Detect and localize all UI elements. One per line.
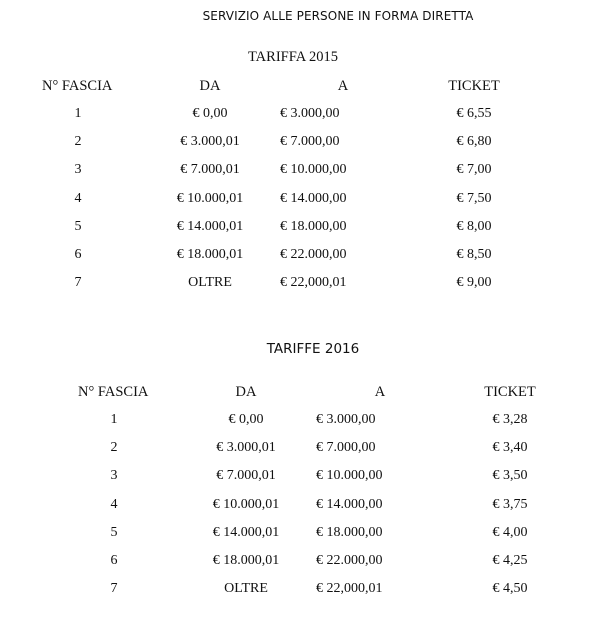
cell-fascia: 4 [74, 190, 82, 206]
cell-ticket: € 7,50 [456, 190, 492, 206]
cell-da: € 10.000,01 [212, 496, 280, 512]
cell-a: € 10.000,00 [280, 162, 347, 178]
document-title: SERVIZIO ALLE PERSONE IN FORMA DIRETTA [202, 9, 474, 23]
table-row [0, 135, 600, 155]
header-ticket: TICKET [448, 78, 500, 94]
table-row [0, 192, 600, 212]
table-2016-title: TARIFFE 2016 [266, 341, 360, 357]
header-fascia: N° FASCIA [42, 78, 113, 94]
header-a: A [337, 78, 349, 94]
table-header-row [0, 79, 600, 99]
cell-fascia: 7 [74, 275, 82, 291]
cell-fascia: 1 [110, 412, 118, 427]
cell-a: € 22.000,00 [316, 553, 383, 568]
table-row [0, 276, 600, 296]
cell-ticket: € 7,00 [456, 162, 492, 178]
cell-a: € 18.000,00 [280, 218, 347, 234]
cell-ticket: € 3,40 [492, 440, 528, 456]
cell-ticket: € 4,25 [492, 553, 528, 568]
cell-fascia: 5 [74, 218, 82, 234]
cell-a: € 14.000,00 [316, 496, 383, 512]
cell-fascia: 2 [74, 134, 82, 150]
cell-a: € 18.000,00 [316, 524, 383, 540]
cell-da: € 3.000,01 [216, 440, 276, 456]
table-row [0, 220, 600, 240]
cell-fascia: 3 [110, 468, 118, 484]
cell-fascia: 7 [110, 581, 118, 597]
cell-a: € 7.000,00 [316, 440, 376, 456]
cell-a: € 22,000,01 [316, 581, 383, 597]
cell-ticket: € 3,28 [492, 412, 528, 427]
cell-fascia: 6 [74, 247, 82, 262]
table-row [0, 163, 600, 183]
cell-fascia: 2 [110, 440, 118, 456]
cell-da: € 14.000,01 [176, 218, 244, 234]
cell-da: OLTRE [188, 275, 232, 291]
cell-ticket: € 4,00 [492, 524, 528, 540]
table-row [0, 413, 600, 433]
cell-a: € 14.000,00 [280, 190, 347, 206]
table-row [0, 498, 600, 518]
cell-da: € 10.000,01 [176, 190, 244, 206]
cell-fascia: 1 [74, 106, 82, 121]
cell-fascia: 4 [110, 496, 118, 512]
cell-ticket: € 3,50 [492, 468, 528, 484]
cell-da: € 7.000,01 [216, 468, 276, 484]
cell-ticket: € 6,55 [456, 106, 492, 121]
header-a: A [374, 384, 386, 400]
table-row [0, 441, 600, 461]
table-row [0, 554, 600, 574]
header-da: DA [199, 78, 221, 94]
table-row [0, 526, 600, 546]
cell-fascia: 3 [74, 162, 82, 178]
table-2015-title: TARIFFA 2015 [247, 49, 339, 65]
table-row [0, 582, 600, 602]
cell-ticket: € 6,80 [456, 134, 492, 150]
header-fascia: N° FASCIA [78, 384, 149, 400]
cell-da: € 0,00 [192, 106, 228, 121]
cell-a: € 22.000,00 [280, 247, 347, 262]
cell-da: € 18.000,01 [212, 553, 280, 568]
cell-a: € 7.000,00 [280, 134, 340, 150]
header-da: DA [235, 384, 257, 400]
cell-fascia: 5 [110, 524, 118, 540]
cell-a: € 3.000,00 [280, 106, 340, 121]
table-header-row [0, 385, 600, 405]
cell-ticket: € 8,00 [456, 218, 492, 234]
cell-ticket: € 3,75 [492, 496, 528, 512]
cell-da: € 14.000,01 [212, 524, 280, 540]
cell-a: € 22,000,01 [280, 275, 347, 291]
cell-fascia: 6 [110, 553, 118, 568]
cell-da: € 18.000,01 [176, 247, 244, 262]
cell-ticket: € 9,00 [456, 275, 492, 291]
table-row [0, 469, 600, 489]
table-row [0, 107, 600, 127]
table-row [0, 248, 600, 268]
header-ticket: TICKET [484, 384, 536, 400]
cell-da: OLTRE [224, 581, 268, 597]
cell-ticket: € 8,50 [456, 247, 492, 262]
cell-da: € 7.000,01 [180, 162, 240, 178]
cell-a: € 10.000,00 [316, 468, 383, 484]
cell-a: € 3.000,00 [316, 412, 376, 427]
cell-da: € 3.000,01 [180, 134, 240, 150]
cell-ticket: € 4,50 [492, 581, 528, 597]
cell-da: € 0,00 [228, 412, 264, 427]
